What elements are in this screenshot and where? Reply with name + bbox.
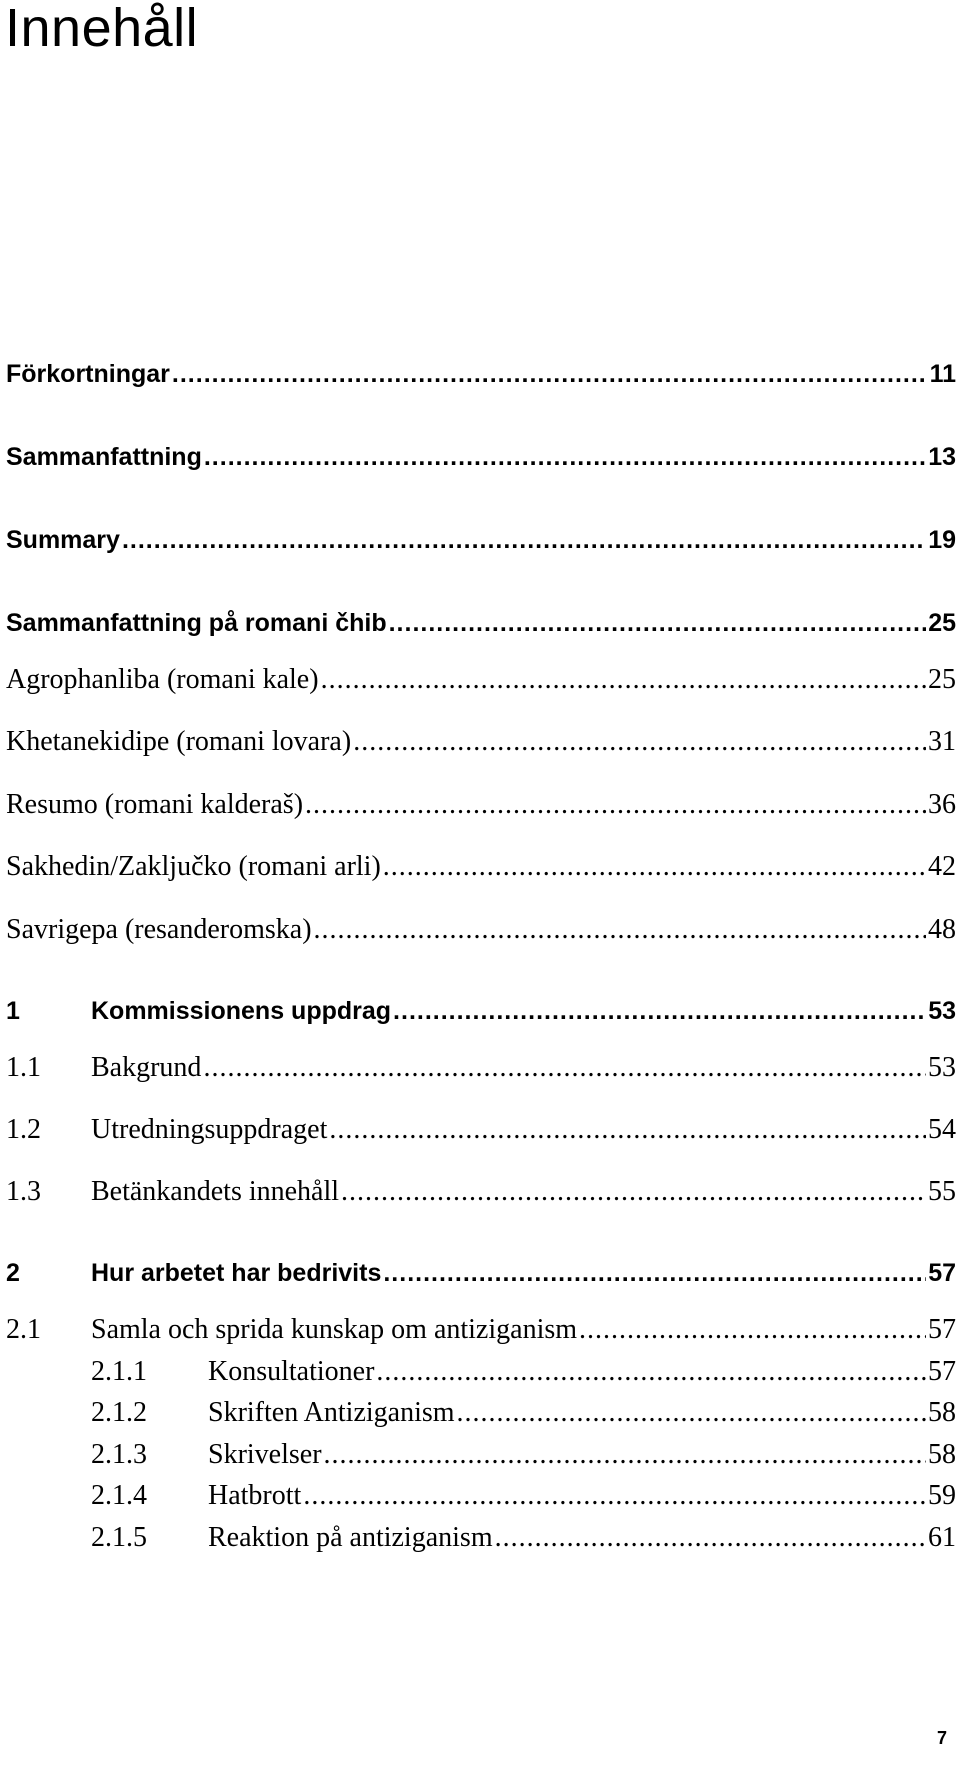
- toc-leader-dots: [204, 443, 926, 472]
- toc-entry[interactable]: [6, 914, 956, 946]
- toc-entry[interactable]: [6, 789, 956, 821]
- toc-entry-page: 53: [928, 1052, 956, 1083]
- toc-entry[interactable]: [6, 360, 956, 389]
- toc-leader-dots: [203, 1052, 926, 1084]
- toc-leader-dots: [389, 609, 927, 638]
- toc-entry[interactable]: [6, 1259, 956, 1288]
- toc-entry-number: 2.1.5: [91, 1522, 147, 1553]
- toc-entry[interactable]: [6, 851, 956, 883]
- toc-entry-label: Bakgrund: [91, 1052, 202, 1083]
- toc-leader-dots: [122, 526, 926, 555]
- toc-entry-page: 31: [928, 726, 956, 757]
- toc-leader-dots: [341, 1176, 926, 1208]
- toc-entry[interactable]: [6, 1397, 956, 1429]
- toc-entry-page: 25: [928, 664, 956, 695]
- toc-leader-dots: [314, 914, 926, 946]
- toc-entry[interactable]: [6, 1439, 956, 1471]
- toc-entry-number: 1.2: [6, 1114, 41, 1145]
- toc-entry-page: 57: [928, 1314, 956, 1345]
- toc-entry[interactable]: [6, 1356, 956, 1388]
- toc-entry-number: 2.1.3: [91, 1439, 147, 1470]
- toc-entry-label: Kommissionens uppdrag: [91, 997, 392, 1025]
- toc-entry-label: Savrigepa (resanderomska): [6, 914, 312, 945]
- toc-entry[interactable]: [6, 1114, 956, 1146]
- toc-entry-number: 1.3: [6, 1176, 41, 1207]
- toc-entry-page: 42: [928, 851, 956, 882]
- toc-leader-dots: [383, 851, 926, 883]
- toc-entry[interactable]: [6, 664, 956, 696]
- page-title: Innehåll: [5, 0, 199, 58]
- toc-entry[interactable]: [6, 526, 956, 555]
- toc-entry-label: Skrivelser: [208, 1439, 322, 1470]
- toc-entry-label: Hatbrott: [208, 1480, 302, 1511]
- toc-entry-number: 1.1: [6, 1052, 41, 1083]
- toc-leader-dots: [321, 664, 926, 696]
- toc-leader-dots: [329, 1114, 926, 1146]
- toc-entry-label: Reaktion på antiziganism: [208, 1522, 493, 1553]
- toc-entry-label: Utredningsuppdraget: [91, 1114, 328, 1145]
- toc-leader-dots: [383, 1259, 926, 1288]
- toc-entry-number: 2.1.4: [91, 1480, 147, 1511]
- toc-leader-dots: [495, 1522, 926, 1554]
- toc-entry-number: 2.1.1: [91, 1356, 147, 1387]
- toc-entry-label: Betänkandets innehåll: [91, 1176, 340, 1207]
- toc-entry-page: 36: [928, 789, 956, 820]
- toc-entry-label: Sammanfattning på romani čhib: [6, 609, 387, 637]
- toc-leader-dots: [305, 789, 926, 821]
- toc-entry-page: 59: [928, 1480, 956, 1511]
- toc-entry-page: 57: [928, 1356, 956, 1387]
- toc-leader-dots: [353, 726, 926, 758]
- toc-entry-label: Skriften Antiziganism: [208, 1397, 455, 1428]
- toc-entry-label: Khetanekidipe (romani lovara): [6, 726, 352, 757]
- toc-leader-dots: [324, 1439, 926, 1471]
- toc-leader-dots: [393, 997, 926, 1026]
- toc-entry[interactable]: [6, 1480, 956, 1512]
- toc-entry-label: Sammanfattning: [6, 443, 202, 471]
- toc-entry-page: 54: [928, 1114, 956, 1145]
- footer-page-number: 7: [936, 1728, 947, 1748]
- toc-entry[interactable]: [6, 997, 956, 1026]
- toc-entry-label: Agrophanliba (romani kale): [6, 664, 319, 695]
- toc-entry-label: Samla och sprida kunskap om antiziganism: [91, 1314, 578, 1345]
- toc-entry-label: Summary: [6, 526, 120, 554]
- toc-entry[interactable]: [6, 1176, 956, 1208]
- toc-entry-page: 61: [928, 1522, 956, 1553]
- toc-entry-label: Hur arbetet har bedrivits: [91, 1259, 382, 1287]
- toc-entry-number: 2: [6, 1259, 20, 1287]
- toc-entry-page: 25: [928, 609, 956, 637]
- toc-entry-page: 13: [928, 443, 956, 471]
- toc-entry-page: 11: [929, 360, 956, 388]
- toc-entry-page: 19: [928, 526, 956, 554]
- toc-entry[interactable]: [6, 1314, 956, 1346]
- toc-leader-dots: [303, 1480, 926, 1512]
- toc-entry-page: 55: [928, 1176, 956, 1207]
- toc-entry-number: 1: [6, 997, 20, 1025]
- toc-leader-dots: [172, 360, 928, 389]
- toc-entry-label: Resumo (romani kalderaš): [6, 789, 304, 820]
- toc-entry[interactable]: [6, 1522, 956, 1554]
- toc-entry-label: Konsultationer: [208, 1356, 375, 1387]
- toc-entry[interactable]: [6, 1052, 956, 1084]
- toc-leader-dots: [376, 1356, 926, 1388]
- toc-entry[interactable]: [6, 609, 956, 638]
- toc-entry-page: 58: [928, 1439, 956, 1470]
- toc-entry-page: 53: [928, 997, 956, 1025]
- toc-entry-label: Förkortningar: [6, 360, 170, 388]
- toc-entry[interactable]: [6, 726, 956, 758]
- toc-entry-number: 2.1.2: [91, 1397, 147, 1428]
- toc-leader-dots: [457, 1397, 926, 1429]
- toc-entry-page: 57: [928, 1259, 956, 1287]
- toc-entry-label: Sakhedin/Zaključko (romani arli): [6, 851, 381, 882]
- toc-entry-page: 48: [928, 914, 956, 945]
- toc-leader-dots: [579, 1314, 926, 1346]
- toc-entry[interactable]: [6, 443, 956, 472]
- toc-entry-number: 2.1: [6, 1314, 41, 1345]
- toc-entry-page: 58: [928, 1397, 956, 1428]
